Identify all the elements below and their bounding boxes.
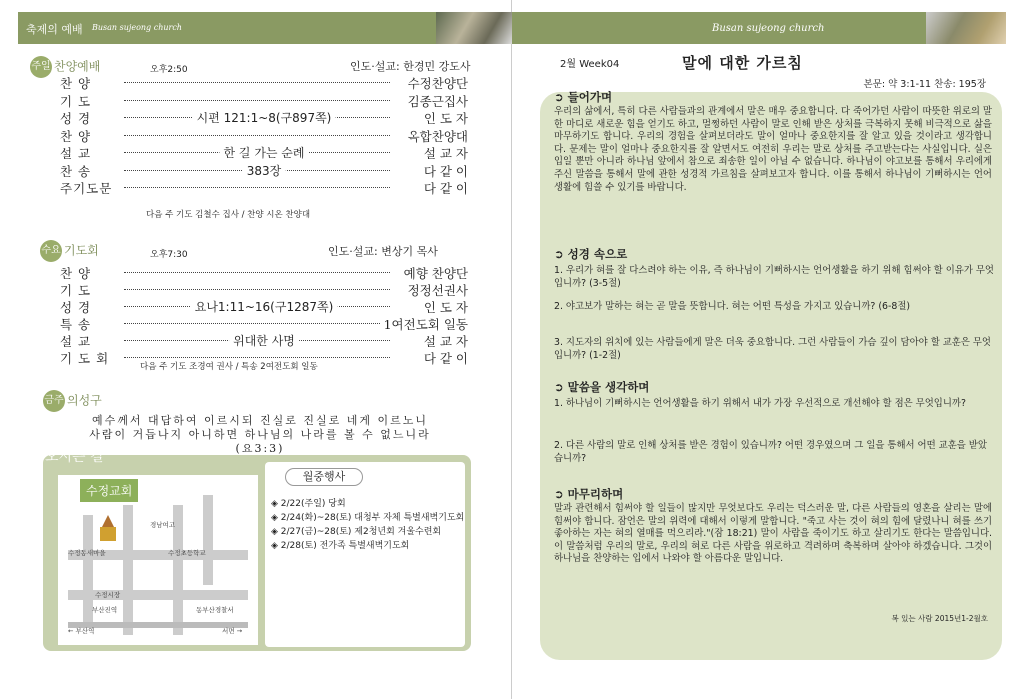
order-row (60, 74, 468, 90)
map-label: 동부산경찰서 (196, 606, 234, 614)
order-item-person: 김종근집사 (405, 92, 468, 110)
order-item-person: 1여전도회 일동 (381, 315, 468, 333)
church-map-marker (100, 527, 116, 541)
dot-leader (124, 100, 390, 101)
memory-verse-badge: 금주 (43, 390, 65, 412)
order-item-person: 수정찬양단 (405, 74, 468, 92)
dot-leader (124, 187, 390, 188)
map-label: 경남여고 (150, 521, 176, 529)
memory-verse-label: 의성구 (67, 393, 102, 408)
question-item: 3. 지도자의 위치에 있는 사람들에게 말은 더욱 중요합니다. 그런 사람들이 가슴 깊이 담아야 할 교훈은 무엇입니까? (1-2절) (554, 337, 991, 361)
wednesday-section-title (40, 240, 99, 262)
sermon-title: 말에 대한 가르침 (682, 54, 803, 72)
order-row (60, 109, 468, 125)
dot-leader (124, 323, 390, 324)
dot-leader (124, 135, 390, 136)
order-item-label: 특 송 (60, 317, 92, 332)
sermon-reference: 본문: 약 3:1-11 찬송: 195장 (863, 79, 986, 90)
section-intro-text: 우리의 삶에서, 특히 다른 사람들과의 관계에서 말은 매우 중요합니다. 다 죽어가던 사람이 따뜻한 위로의 말 한 마디로 새로운 힘을 얻기도 하고, 멀쩡하던 사람이 말로 인해 받은 상처를 극복하지 못해 비극적으로 삶을 마무하기도 합니다. 우리의 경험을 살펴보더라도 말이 얼마나 중요한지를 잘 알고 있을 것이라고 생각합니다. 문제는 말이 얼마나 중요한지를 잘 알면서도 여전히 우리는 말로 상처를 주고받는다는 사실입니다. 실은 입일 뿐만 아니라 하나님 앞에서 참으로 죄송한 일이 아닐 수 없습니다. 하나님이 야고보를 통해서 우리에게 주신 말씀을 통해서 말에 관한 성경적 가르침을 살펴보고자 합니다. 이를 통해서 하나님이 기뻐하시는 언어생활에 힘쓸 수 있기를 바랍니다. (554, 106, 992, 193)
order-row (60, 127, 468, 143)
order-item-person: 다 같 이 (421, 349, 468, 367)
sunday-badge: 주일 (30, 56, 52, 78)
sermon-month: 2월 (560, 59, 577, 70)
order-item-label: 찬 양 (60, 266, 92, 281)
order-row (60, 315, 468, 331)
order-item-person: 예향 찬양단 (401, 264, 468, 282)
right-page (512, 0, 1024, 699)
dot-leader (124, 272, 390, 273)
left-header (18, 12, 512, 44)
question-item: 2. 야고보가 말하는 혀는 곧 말을 뜻합니다. 혀는 어떤 특성을 가지고 있습니까? (6-8절) (554, 301, 911, 312)
header-title: 축제의 예배 (26, 23, 83, 36)
order-row (60, 332, 468, 348)
order-row (60, 281, 468, 297)
wednesday-time: 오후7:30 (150, 250, 188, 260)
map-label: ← 부산역 (68, 627, 95, 635)
wednesday-badge: 수요 (40, 240, 62, 262)
right-header-subtitle: Busan sujeong church (712, 23, 825, 34)
memory-verse-title (43, 390, 102, 412)
monthly-events (265, 462, 465, 647)
order-item-label: 주기도문 (60, 181, 113, 196)
map-label: 부산진역 (92, 606, 118, 614)
memory-verse-line1: 예수께서 대답하여 이르시되 진실로 진실로 네게 이르노니 (91, 414, 428, 427)
order-row (60, 162, 468, 178)
order-row (60, 179, 468, 195)
sermon-week (560, 55, 619, 70)
sermon-week-label: Week04 (579, 59, 620, 70)
memory-verse-line2: 사람이 거듭나지 아니하면 하나님의 나라를 볼 수 없느니라 (89, 428, 431, 441)
order-item-person: 인 도 자 (421, 298, 468, 316)
order-row (60, 144, 468, 160)
order-item-person: 다 같 이 (421, 179, 468, 197)
order-item-label: 성 경 (60, 300, 92, 315)
event-item: ◈ 2/22(주일) 당회 (271, 499, 346, 509)
map-label: 수정동새마을 (68, 549, 106, 557)
order-item-content: 한 길 가는 순례 (220, 144, 309, 161)
order-item-person: 설 교 자 (421, 144, 468, 162)
order-item-label: 찬 양 (60, 76, 92, 91)
right-header-photo (926, 12, 1006, 44)
order-item-content: 요나1:11~16(구1287쪽) (191, 298, 338, 315)
order-row (60, 298, 468, 314)
order-item-person: 다 같 이 (421, 162, 468, 180)
order-item-label: 성 경 (60, 111, 92, 126)
sunday-officiant: 인도·설교: 한경민 강도사 (350, 60, 471, 73)
directions-title: 오시는 길 (45, 449, 104, 465)
event-item: ◈ 2/24(화)~28(토) 대청부 자체 특별새벽기도회 (271, 513, 465, 523)
order-item-label: 찬 송 (60, 163, 92, 179)
wednesday-title: 기도회 (64, 243, 99, 258)
section-reflection-title: ➲ 말씀을 생각하며 (554, 380, 650, 394)
map-label: 수정시장 (95, 591, 121, 599)
right-header (512, 12, 1006, 44)
order-item-label: 찬 양 (60, 128, 92, 144)
order-item-label: 설 교 (60, 334, 92, 349)
wednesday-next-week-note: 다음 주 기도 조경여 권사 / 특송 2여전도회 일동 (140, 362, 318, 372)
source-credit: 복 있는 사람 2015년1-2월호 (891, 614, 988, 623)
order-item-person: 인 도 자 (421, 109, 468, 127)
order-item-content: 시편 121:1~8(구897쪽) (193, 109, 336, 126)
section-intro-title: ➲ 들어가며 (554, 90, 613, 104)
sunday-time: 오후2:50 (150, 65, 188, 75)
map-label: 서면 → (222, 627, 243, 635)
order-item-content: 383장 (243, 162, 286, 179)
order-item-content: 위대한 사명 (229, 332, 299, 349)
events-title: 월중행사 (285, 468, 363, 486)
dot-leader (124, 357, 390, 358)
order-item-person: 옥합찬양대 (405, 127, 468, 145)
question-item: 1. 하나님이 기뻐하시는 언어생활을 하기 위해서 내가 가장 우선적으로 개선해야 할 점은 무엇입니까? (554, 398, 966, 409)
order-item-label: 설 교 (60, 146, 92, 161)
map-label: 수정초등학교 (168, 549, 206, 557)
memory-verse-ref: (요3:3) (235, 442, 285, 455)
order-item-label: 기 도 회 (60, 351, 110, 366)
section-closing-text: 말과 관련해서 힘써야 할 일들이 많지만 무엇보다도 우리는 덕스러운 말, 다른 사람들의 영혼을 살리는 말에 힘써야 합니다. 잠언은 말의 위력에 대해서 이렇게 말합니다. "죽고 사는 것이 혀의 힘에 달렸나니 혀를 쓰기 좋아하는 자는 혀의 열매를 먹으리라."(잠 18:21) 말이 사람을 죽이기도 하고 살리기도 한다는 말씀입니다. 이 말씀처럼 우리의 말로, 우리의 혀로 다른 사람을 위로하고 격려하며 축복하며 살아야 하겠습니다. 그것이 하나님을 찬양하는 입에서 나와야 할 아름다운 말입니다. (554, 503, 992, 565)
order-item-label: 기 도 (60, 93, 92, 109)
order-row (60, 264, 468, 280)
church-map-label: 수정교회 (80, 479, 138, 502)
order-item-person: 정정선권사 (405, 281, 468, 299)
header-photo (436, 12, 512, 44)
order-row (60, 92, 468, 108)
order-item-label: 기 도 (60, 283, 92, 298)
sunday-title: 찬양예배 (54, 59, 101, 74)
dot-leader (124, 82, 390, 83)
section-closing-title: ➲ 마무리하며 (554, 487, 624, 501)
question-item: 1. 우리가 혀를 잘 다스려야 하는 이유, 즉 하나님이 기뻐하시는 언어생활을 하기 위해 힘써야 할 이유가 무엇입니까? (3-5절) (554, 265, 994, 289)
question-item: 2. 다른 사람의 말로 인해 상처를 받은 경험이 있습니까? 어떤 경우였으며 그 일을 통해서 어떤 교훈을 받았습니까? (554, 440, 987, 464)
event-item: ◈ 2/28(토) 전가족 특별새벽기도회 (271, 541, 410, 551)
sunday-next-week-note: 다음 주 기도 김철수 집사 / 찬양 시온 찬양대 (146, 210, 311, 220)
order-item-person: 설 교 자 (421, 332, 468, 350)
header-subtitle: Busan sujeong church (92, 23, 182, 32)
wednesday-officiant: 인도·설교: 변상기 목사 (328, 245, 438, 258)
section-bible-title: ➲ 성경 속으로 (554, 247, 628, 261)
dot-leader (124, 289, 390, 290)
event-item: ◈ 2/27(금)~28(토) 제2청년회 겨울수련회 (271, 527, 442, 537)
